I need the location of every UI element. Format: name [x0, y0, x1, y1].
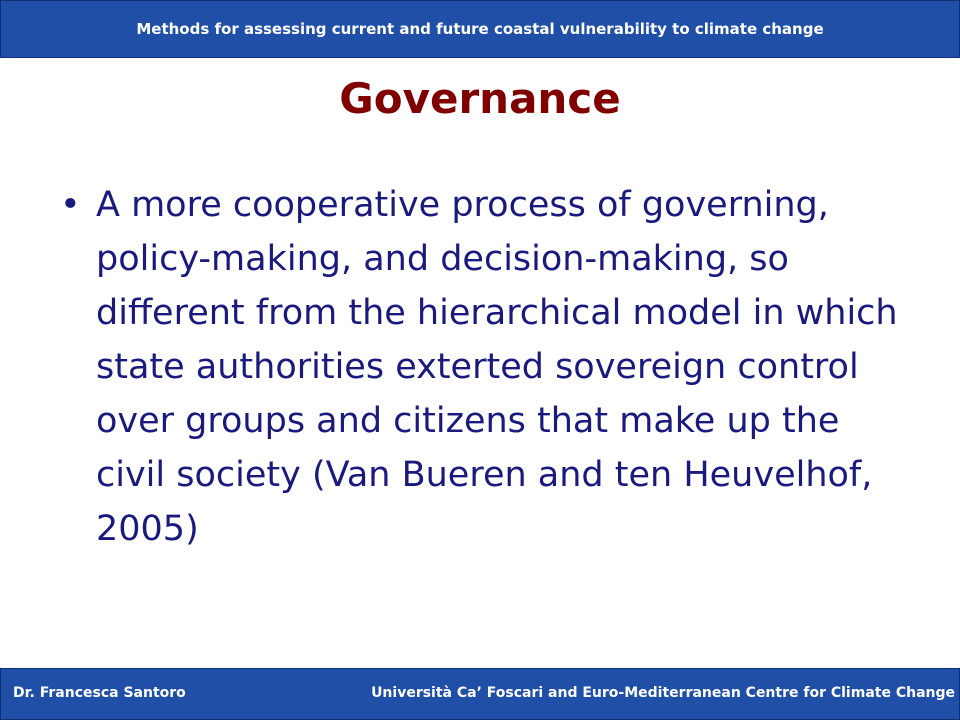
header-banner [0, 0, 960, 58]
bullet-icon: • [60, 185, 81, 225]
header-banner-text: Methods for assessing current and future coastal vulnerability to climate change [136, 20, 824, 38]
slide-title: Governance [339, 74, 621, 123]
bullet-text: A more cooperative process of governing, policy-making, and decision-making, so different from the hierarchical model in which state authorities exterted sovereign control over groups and citizens that make up the civil society (Van Bueren and ten Heuvelhof, 2005) [96, 185, 898, 549]
bullet-item [56, 178, 906, 556]
bullet-list [56, 178, 906, 556]
footer-affiliation: Università Ca’ Foscari and Euro-Mediterranean Centre for Climate Change [371, 685, 955, 701]
footer-author: Dr. Francesca Santoro [13, 685, 186, 701]
footer-banner [0, 668, 960, 720]
